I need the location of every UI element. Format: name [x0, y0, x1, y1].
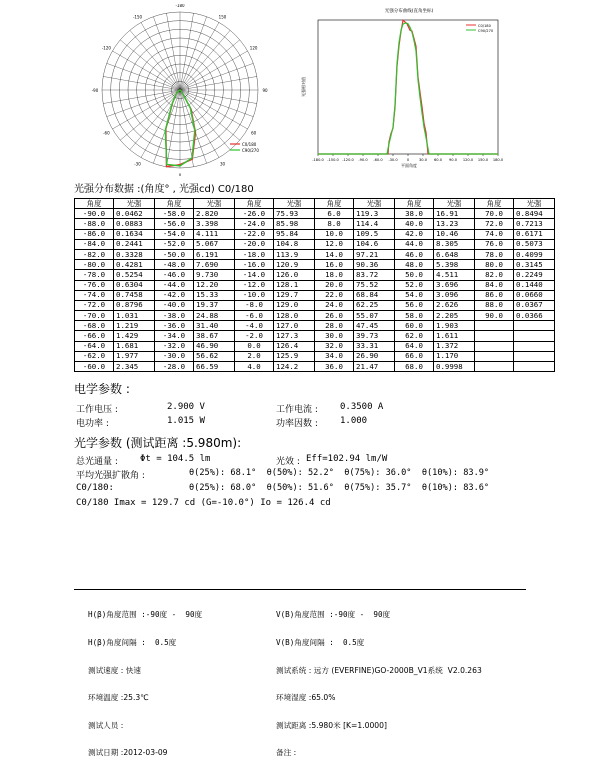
- table-header-cell: 角度: [155, 199, 194, 209]
- tester: 测试人员 :: [88, 720, 124, 730]
- table-cell: [475, 321, 514, 331]
- table-cell: 84.0: [475, 280, 514, 290]
- test-speed: 测试速度 : 快速: [88, 665, 141, 675]
- series-line: [318, 20, 498, 154]
- table-cell: [475, 331, 514, 341]
- table-header-cell: 光强: [514, 199, 555, 209]
- polar-angle-label: 0: [178, 173, 182, 176]
- polar-distribution-chart: [80, 4, 280, 176]
- table-cell: 46.90: [194, 341, 235, 351]
- x-tick-label: 180.0: [492, 158, 504, 162]
- table-header-cell: 角度: [395, 199, 434, 209]
- table-cell: 12.20: [194, 280, 235, 290]
- table-cell: 85.98: [274, 219, 315, 229]
- table-cell: 54.0: [395, 290, 434, 300]
- table-row: [75, 270, 555, 280]
- table-header-cell: 光强: [114, 199, 155, 209]
- table-cell: 22.0: [315, 290, 354, 300]
- table-cell: [475, 351, 514, 361]
- table-cell: 114.4: [354, 219, 395, 229]
- table-cell: 6.648: [434, 249, 475, 259]
- table-cell: 1.170: [434, 351, 475, 361]
- table-header-cell: 光强: [434, 199, 475, 209]
- table-cell: 1.031: [114, 311, 155, 321]
- table-cell: 1.219: [114, 321, 155, 331]
- ambient-temp: 环境温度 :25.3℃: [88, 693, 149, 703]
- table-header-cell: 角度: [315, 199, 354, 209]
- table-cell: 4.111: [194, 229, 235, 239]
- electrical-title: 电学参数 :: [74, 382, 130, 396]
- table-cell: 15.33: [194, 290, 235, 300]
- table-row: [75, 341, 555, 351]
- x-tick-label: 90.0: [448, 158, 458, 162]
- table-cell: [514, 351, 555, 361]
- table-cell: 55.07: [354, 311, 395, 321]
- table-cell: -24.0: [235, 219, 274, 229]
- table-cell: 3.696: [434, 280, 475, 290]
- table-row: [75, 300, 555, 310]
- x-tick-label: 120.0: [462, 158, 474, 162]
- table-cell: 6.191: [194, 249, 235, 259]
- table-cell: 90.36: [354, 260, 395, 270]
- c0-label: C0/180:: [76, 483, 114, 493]
- table-cell: 9.730: [194, 270, 235, 280]
- table-row: [75, 209, 555, 219]
- table-row: [75, 219, 555, 229]
- cartesian-distribution-chart: [298, 4, 520, 174]
- table-cell: 97.21: [354, 249, 395, 259]
- table-cell: 1.977: [114, 351, 155, 361]
- table-body: [75, 209, 555, 372]
- table-cell: -34.0: [155, 331, 194, 341]
- v-step: V(B)角度间隔 : 0.5度: [276, 638, 365, 648]
- x-tick-label: -180.0: [312, 158, 324, 162]
- footer-divider: [74, 589, 526, 590]
- table-cell: 1.611: [434, 331, 475, 341]
- table-cell: 47.45: [354, 321, 395, 331]
- table-cell: 10.0: [315, 229, 354, 239]
- table-cell: -76.0: [75, 280, 114, 290]
- table-cell: 40.0: [395, 219, 434, 229]
- table-cell: 125.9: [274, 351, 315, 361]
- table-cell: 62.0: [395, 331, 434, 341]
- table-cell: -80.0: [75, 260, 114, 270]
- power-value: 1.015 W: [167, 416, 205, 426]
- table-cell: 0.7458: [114, 290, 155, 300]
- table-cell: 113.9: [274, 249, 315, 259]
- pf-label: 功率因数 :: [276, 419, 318, 429]
- table-cell: 62.25: [354, 300, 395, 310]
- table-cell: [475, 341, 514, 351]
- test-date: 测试日期 :2012-03-09: [88, 748, 168, 758]
- table-cell: -4.0: [235, 321, 274, 331]
- x-tick-label: 150.0: [477, 158, 489, 162]
- table-cell: -38.0: [155, 311, 194, 321]
- table-cell: 72.0: [475, 219, 514, 229]
- table-cell: 52.0: [395, 280, 434, 290]
- table-cell: -56.0: [155, 219, 194, 229]
- ambient-humidity: 环境湿度 :65.0%: [276, 693, 336, 703]
- table-cell: 66.0: [395, 351, 434, 361]
- table-cell: 64.0: [395, 341, 434, 351]
- voltage-value: 2.900 V: [167, 402, 205, 412]
- table-row: [75, 321, 555, 331]
- legend-label: C90/270: [242, 148, 259, 153]
- table-cell: 39.73: [354, 331, 395, 341]
- table-cell: -16.0: [235, 260, 274, 270]
- table-cell: 68.0: [395, 362, 434, 372]
- table-header-cell: 角度: [235, 199, 274, 209]
- table-cell: 0.0883: [114, 219, 155, 229]
- table-cell: -22.0: [235, 229, 274, 239]
- x-tick-label: 0: [406, 158, 410, 162]
- table-header-cell: 角度: [475, 199, 514, 209]
- avg-angle-value: θ(25%): 68.1° θ(50%): 52.2° θ(75%): 36.0° θ(10%): 83.9°: [189, 468, 490, 478]
- optical-title: 光学参数 (测试距离 :5.980m):: [74, 436, 242, 450]
- table-row: [75, 331, 555, 341]
- table-cell: 128.0: [274, 311, 315, 321]
- table-cell: -68.0: [75, 321, 114, 331]
- table-cell: -28.0: [155, 362, 194, 372]
- table-cell: 0.7213: [514, 219, 555, 229]
- table-cell: 104.6: [354, 239, 395, 249]
- table-cell: 3.096: [434, 290, 475, 300]
- table-cell: -62.0: [75, 351, 114, 361]
- imax-line: C0/180 Imax = 129.7 cd (G=-10.0°) Io = 126.4 cd: [76, 498, 331, 508]
- table-header-cell: 光强: [194, 199, 235, 209]
- table-header-cell: 光强: [274, 199, 315, 209]
- test-distance: 测试距离 :5.980米 [K=1.0000]: [276, 720, 387, 730]
- table-cell: -46.0: [155, 270, 194, 280]
- table-cell: 109.5: [354, 229, 395, 239]
- table-cell: 50.0: [395, 270, 434, 280]
- polar-angle-label: 120: [249, 45, 258, 51]
- table-cell: 56.0: [395, 300, 434, 310]
- table-cell: 0.0660: [514, 290, 555, 300]
- x-tick-label: -150.0: [327, 158, 339, 162]
- table-cell: [514, 321, 555, 331]
- table-cell: 7.690: [194, 260, 235, 270]
- table-cell: -20.0: [235, 239, 274, 249]
- table-cell: 120.9: [274, 260, 315, 270]
- table-cell: 10.46: [434, 229, 475, 239]
- table-row: [75, 351, 555, 361]
- table-cell: 0.6171: [514, 229, 555, 239]
- table-cell: 0.1440: [514, 280, 555, 290]
- polar-angle-label: -120: [101, 45, 111, 51]
- table-cell: -72.0: [75, 300, 114, 310]
- table-cell: 4.0: [235, 362, 274, 372]
- polar-angle-label: -150: [132, 14, 143, 20]
- voltage-row: [76, 402, 118, 415]
- table-cell: -6.0: [235, 311, 274, 321]
- table-cell: 16.91: [434, 209, 475, 219]
- h-step: H(β)角度间隔 : 0.5度: [88, 638, 177, 648]
- table-cell: 0.0462: [114, 209, 155, 219]
- c0-angle-value: θ(25%): 68.0° θ(50%): 51.6° θ(75%): 35.7° θ(10%): 83.6°: [189, 483, 490, 493]
- table-cell: 24.0: [315, 300, 354, 310]
- table-cell: 14.0: [315, 249, 354, 259]
- table-cell: -52.0: [155, 239, 194, 249]
- table-cell: [514, 362, 555, 372]
- polar-angle-label: 150: [218, 14, 227, 20]
- table-cell: 129.0: [274, 300, 315, 310]
- table-cell: -14.0: [235, 270, 274, 280]
- table-cell: 6.0: [315, 209, 354, 219]
- table-cell: 75.93: [274, 209, 315, 219]
- table-cell: -70.0: [75, 311, 114, 321]
- table-cell: -64.0: [75, 341, 114, 351]
- table-cell: 0.0367: [514, 300, 555, 310]
- table-row: [75, 311, 555, 321]
- table-cell: 26.90: [354, 351, 395, 361]
- table-cell: 83.72: [354, 270, 395, 280]
- table-cell: 66.59: [194, 362, 235, 372]
- polar-angle-label: 30: [219, 161, 226, 167]
- x-tick-label: -90.0: [358, 158, 368, 162]
- current-value: 0.3500 A: [340, 402, 384, 412]
- x-axis-label: 平面角度: [401, 163, 417, 168]
- table-cell: 2.345: [114, 362, 155, 372]
- table-cell: 0.9998: [434, 362, 475, 372]
- footer-right: [276, 592, 482, 767]
- table-cell: 127.0: [274, 321, 315, 331]
- table-cell: 5.398: [434, 260, 475, 270]
- table-cell: 46.0: [395, 249, 434, 259]
- eff-label: 光效 :: [276, 457, 300, 467]
- table-row: [75, 239, 555, 249]
- table-cell: 128.1: [274, 280, 315, 290]
- footer-left: [88, 592, 202, 767]
- table-cell: 31.40: [194, 321, 235, 331]
- table-cell: 32.0: [315, 341, 354, 351]
- x-tick-label: -60.0: [373, 158, 383, 162]
- test-system: 测试系统 : 远方 (EVERFINE)GO-2000B_V1系统 V2.0.263: [276, 665, 482, 675]
- current-label: 工作电流 :: [276, 405, 318, 415]
- table-cell: 0.5073: [514, 239, 555, 249]
- table-cell: 1.429: [114, 331, 155, 341]
- table-cell: -10.0: [235, 290, 274, 300]
- table-cell: 80.0: [475, 260, 514, 270]
- series-line: [318, 23, 498, 154]
- table-cell: 0.4099: [514, 249, 555, 259]
- x-tick-label: -120.0: [342, 158, 354, 162]
- power-label: 电功率 :: [76, 419, 109, 429]
- table-cell: -26.0: [235, 209, 274, 219]
- table-cell: 5.067: [194, 239, 235, 249]
- table-cell: -48.0: [155, 260, 194, 270]
- table-cell: -78.0: [75, 270, 114, 280]
- table-cell: 0.0: [235, 341, 274, 351]
- table-cell: 48.0: [395, 260, 434, 270]
- table-cell: -66.0: [75, 331, 114, 341]
- table-cell: 18.0: [315, 270, 354, 280]
- table-cell: 0.3328: [114, 249, 155, 259]
- table-cell: 0.2441: [114, 239, 155, 249]
- table-cell: 1.903: [434, 321, 475, 331]
- table-cell: 30.0: [315, 331, 354, 341]
- table-cell: 2.0: [235, 351, 274, 361]
- table-cell: 16.0: [315, 260, 354, 270]
- table-cell: 19.37: [194, 300, 235, 310]
- legend-label: C90/270: [478, 29, 494, 33]
- flux-label: 总光通量 :: [76, 457, 118, 467]
- table-cell: 0.1634: [114, 229, 155, 239]
- table-cell: 0.4281: [114, 260, 155, 270]
- voltage-label: 工作电压 :: [76, 405, 118, 415]
- polar-angle-label: -180: [175, 4, 185, 8]
- table-cell: -54.0: [155, 229, 194, 239]
- table-cell: 21.47: [354, 362, 395, 372]
- table-cell: 33.31: [354, 341, 395, 351]
- table-row: [75, 260, 555, 270]
- table-cell: -32.0: [155, 341, 194, 351]
- table-cell: 1.372: [434, 341, 475, 351]
- table-cell: 0.8796: [114, 300, 155, 310]
- table-cell: 127.3: [274, 331, 315, 341]
- plot-frame: [318, 20, 498, 154]
- y-axis-label: 光强相对值: [301, 77, 306, 97]
- flux-value: Φt = 104.5 lm: [140, 454, 211, 464]
- table-cell: 8.0: [315, 219, 354, 229]
- table-cell: 38.67: [194, 331, 235, 341]
- table-cell: 78.0: [475, 249, 514, 259]
- table-cell: -40.0: [155, 300, 194, 310]
- table-cell: 8.305: [434, 239, 475, 249]
- table-cell: -74.0: [75, 290, 114, 300]
- table-cell: 0.0366: [514, 311, 555, 321]
- table-cell: 119.3: [354, 209, 395, 219]
- table-cell: -8.0: [235, 300, 274, 310]
- table-cell: 4.511: [434, 270, 475, 280]
- avg-angle-label: 平均光强扩散角 :: [76, 471, 145, 481]
- table-cell: -82.0: [75, 249, 114, 259]
- table-cell: 126.4: [274, 341, 315, 351]
- table-cell: 95.84: [274, 229, 315, 239]
- h-range: H(β)角度范围 :-90度 - 90度: [88, 610, 203, 620]
- table-cell: 60.0: [395, 321, 434, 331]
- x-tick-label: -30.0: [388, 158, 398, 162]
- table-cell: -30.0: [155, 351, 194, 361]
- table-cell: 82.0: [475, 270, 514, 280]
- table-cell: 90.0: [475, 311, 514, 321]
- table-header-cell: 光强: [354, 199, 395, 209]
- table-cell: 68.84: [354, 290, 395, 300]
- polar-angle-label: -60: [103, 130, 110, 136]
- table-cell: 2.626: [434, 300, 475, 310]
- table-cell: 0.3145: [514, 260, 555, 270]
- table-row: [75, 229, 555, 239]
- table-cell: 75.52: [354, 280, 395, 290]
- table-cell: -36.0: [155, 321, 194, 331]
- table-cell: [475, 362, 514, 372]
- table-cell: 13.23: [434, 219, 475, 229]
- table-cell: [514, 331, 555, 341]
- table-cell: -58.0: [155, 209, 194, 219]
- table-cell: 58.0: [395, 311, 434, 321]
- table-header-cell: 角度: [75, 199, 114, 209]
- table-cell: 2.205: [434, 311, 475, 321]
- x-tick-label: 30.0: [418, 158, 428, 162]
- table-cell: 0.2249: [514, 270, 555, 280]
- table-row: [75, 362, 555, 372]
- table-cell: 28.0: [315, 321, 354, 331]
- table-cell: [514, 341, 555, 351]
- legend-label: C0/180: [242, 142, 257, 147]
- table-cell: 1.681: [114, 341, 155, 351]
- table-cell: 12.0: [315, 239, 354, 249]
- table-cell: 0.6304: [114, 280, 155, 290]
- table-cell: -2.0: [235, 331, 274, 341]
- table-cell: -44.0: [155, 280, 194, 290]
- table-title: 光强分布数据 :(角度° , 光强cd) C0/180: [74, 184, 254, 195]
- intensity-distribution-table: [74, 198, 555, 372]
- table-cell: 20.0: [315, 280, 354, 290]
- table-cell: 0.8494: [514, 209, 555, 219]
- table-cell: -84.0: [75, 239, 114, 249]
- table-cell: -50.0: [155, 249, 194, 259]
- polar-angle-label: 90: [262, 88, 268, 93]
- table-cell: 56.62: [194, 351, 235, 361]
- table-cell: -88.0: [75, 219, 114, 229]
- table-cell: -18.0: [235, 249, 274, 259]
- table-header-row: [75, 199, 555, 209]
- table-cell: -90.0: [75, 209, 114, 219]
- table-cell: -60.0: [75, 362, 114, 372]
- table-row: [75, 290, 555, 300]
- table-row: [75, 280, 555, 290]
- table-cell: 26.0: [315, 311, 354, 321]
- polar-angle-label: -30: [134, 161, 141, 167]
- x-tick-label: 60.0: [433, 158, 443, 162]
- chart-title: 光强分布曲线(直角坐标): [384, 9, 434, 14]
- pf-value: 1.000: [340, 416, 368, 426]
- table-cell: 70.0: [475, 209, 514, 219]
- table-cell: -12.0: [235, 280, 274, 290]
- table-cell: -86.0: [75, 229, 114, 239]
- table-cell: 2.820: [194, 209, 235, 219]
- legend-label: C0/180: [478, 24, 491, 28]
- polar-angle-label: 60: [251, 130, 257, 136]
- table-cell: 76.0: [475, 239, 514, 249]
- table-cell: 124.2: [274, 362, 315, 372]
- table-cell: 129.7: [274, 290, 315, 300]
- table-cell: 3.398: [194, 219, 235, 229]
- table-cell: 42.0: [395, 229, 434, 239]
- table-row: [75, 249, 555, 259]
- note: 备注 :: [276, 748, 297, 758]
- table-cell: 86.0: [475, 290, 514, 300]
- table-cell: 104.8: [274, 239, 315, 249]
- table-cell: 126.0: [274, 270, 315, 280]
- table-cell: 36.0: [315, 362, 354, 372]
- table-cell: 0.5254: [114, 270, 155, 280]
- table-cell: -42.0: [155, 290, 194, 300]
- table-cell: 24.88: [194, 311, 235, 321]
- table-cell: 34.0: [315, 351, 354, 361]
- table-cell: 38.0: [395, 209, 434, 219]
- eff-value: Eff=102.94 lm/W: [306, 454, 388, 464]
- v-range: V(B)角度范围 :-90度 - 90度: [276, 610, 391, 620]
- polar-angle-label: -90: [91, 88, 99, 93]
- table-cell: 74.0: [475, 229, 514, 239]
- table-cell: 88.0: [475, 300, 514, 310]
- table-cell: 44.0: [395, 239, 434, 249]
